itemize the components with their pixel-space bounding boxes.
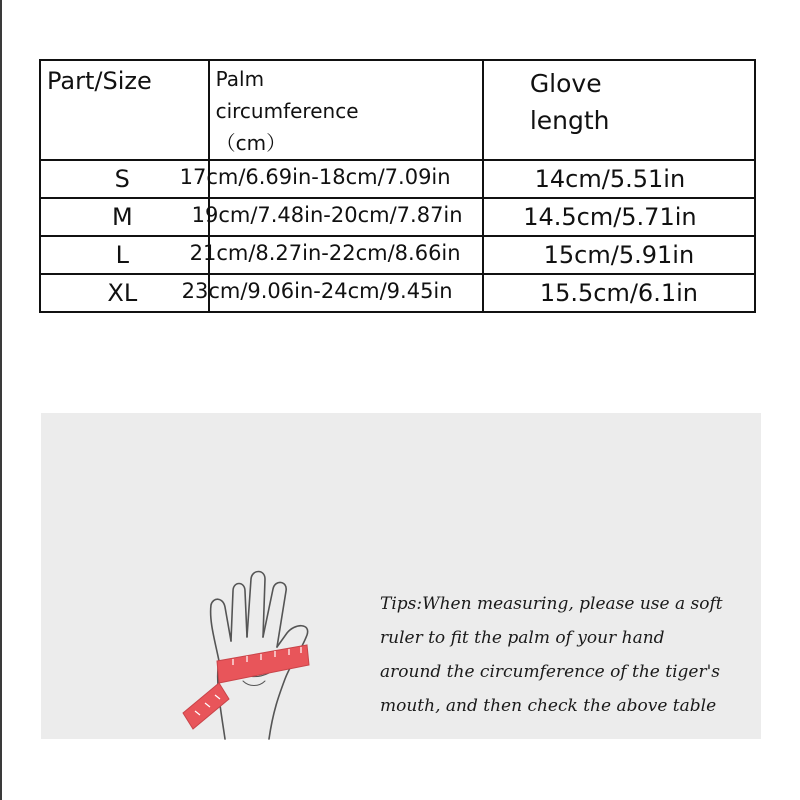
- size-label: S: [114, 165, 130, 193]
- table-row: [40, 236, 755, 274]
- tips-line: around the circumference of the tiger's: [380, 662, 720, 682]
- length-cell: [483, 198, 755, 236]
- table-header-row: [40, 60, 755, 160]
- tips-line: mouth, and then check the above table: [380, 696, 717, 716]
- left-border-line: [0, 0, 2, 800]
- header-palm-line3: （cm）: [215, 131, 287, 155]
- palm-value: 17cm/6.69in-18cm/7.09in: [179, 165, 451, 189]
- measuring-tape: [183, 645, 309, 729]
- header-palm-line2: circumference: [215, 99, 359, 123]
- size-label: XL: [107, 279, 138, 307]
- header-palm-line1: Palm: [215, 67, 265, 91]
- palm-value: 19cm/7.48in-20cm/7.87in: [191, 203, 463, 227]
- header-length-line1: Glove: [529, 69, 602, 98]
- header-size-label: Part/Size: [47, 67, 152, 95]
- size-label: M: [111, 203, 133, 231]
- tips-line: Tips:When measuring, please use a soft: [380, 594, 723, 614]
- table-row: [40, 160, 755, 198]
- length-cell: [483, 236, 755, 274]
- size-cell: [40, 198, 209, 236]
- palm-cell: [191, 198, 483, 236]
- palm-cell: [181, 274, 483, 312]
- length-value: 14.5cm/5.71in: [523, 203, 697, 231]
- length-cell: [483, 274, 755, 312]
- length-value: 14cm/5.51in: [534, 165, 686, 193]
- length-value: 15cm/5.91in: [543, 241, 695, 269]
- length-cell: [483, 160, 755, 198]
- size-cell: [40, 236, 209, 274]
- palm-value: 23cm/9.06in-24cm/9.45in: [181, 279, 453, 303]
- measuring-tips-text: [380, 587, 750, 723]
- header-length-label: [484, 61, 754, 139]
- header-cell-size: [40, 60, 209, 160]
- size-label: L: [115, 241, 129, 269]
- hand-measuring-tape-icon: [173, 561, 363, 741]
- header-cell-palm: [209, 60, 483, 160]
- measuring-tips-panel: [41, 413, 761, 739]
- header-palm-label: [210, 61, 482, 159]
- size-chart-table: [39, 59, 756, 313]
- tips-line: ruler to fit the palm of your hand: [380, 628, 665, 648]
- table-row: [40, 198, 755, 236]
- header-length-line2: length: [529, 106, 610, 135]
- length-value: 15.5cm/6.1in: [539, 279, 698, 307]
- header-cell-length: [483, 60, 755, 160]
- palm-cell: [189, 236, 483, 274]
- palm-value: 21cm/8.27in-22cm/8.66in: [189, 241, 461, 265]
- table-row: [40, 274, 755, 312]
- palm-cell: [179, 160, 483, 198]
